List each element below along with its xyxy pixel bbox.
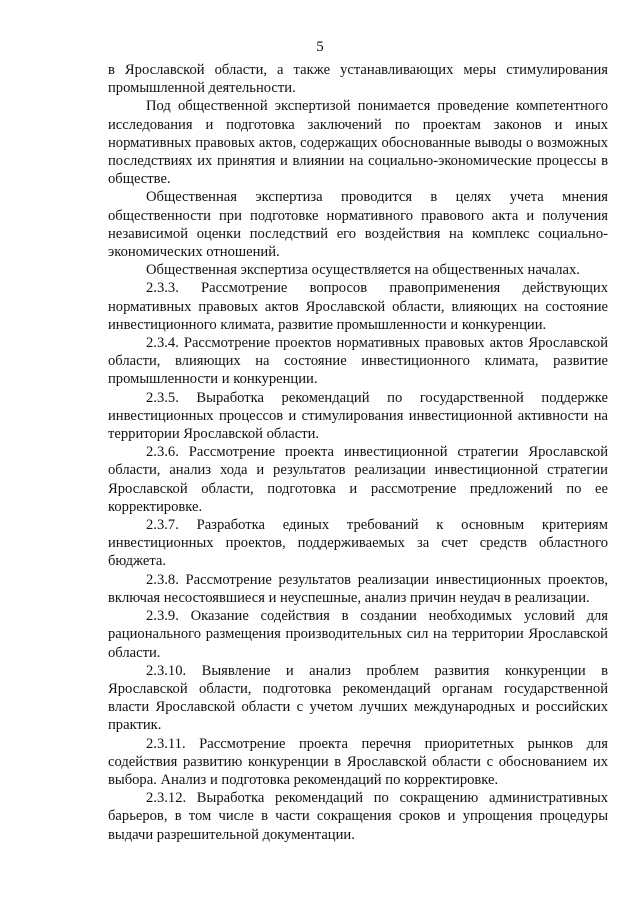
paragraph-expertise-purpose: Общественная экспертиза проводится в целях учета мнения общественности при подготовке нормативного правового акта и получения независимой оценки последствий его воздействия на комплекс социально-экономических отношений. (108, 189, 608, 261)
paragraph-2-3-11: 2.3.11. Рассмотрение проекта перечня приоритетных рынков для содействия развитию конкуренции в Ярославской области с обоснованием их выбора. Анализ и подготовка рекомендаций по корректировке. (108, 735, 608, 788)
paragraph-expertise-basis: Общественная экспертиза осуществляется на общественных началах. (146, 262, 580, 279)
paragraph-2-3-4: 2.3.4. Рассмотрение проектов нормативных правовых актов Ярославской области, влияющих на состояние инвестиционного климата, развитие промышленности и конкуренции. (108, 335, 608, 388)
paragraph-2-3-10: 2.3.10. Выявление и анализ проблем развития конкуренции в Ярославской области, подготовка рекомендаций органам государственной власти Ярославской области с учетом лучших международных и российских практик. (108, 662, 608, 734)
paragraph-2-3-6: 2.3.6. Рассмотрение проекта инвестиционной стратегии Ярославской области, анализ хода и результатов реализации инвестиционной стратегии Ярославской области, подготовка и рассмотрение предложений по ее корректировке. (108, 444, 608, 515)
paragraph-2-3-7: 2.3.7. Разработка единых требований к основным критериям инвестиционных проектов, поддерживаемых за счет средств областного бюджета. (108, 517, 608, 570)
paragraph-2-3-9: 2.3.9. Оказание содействия в создании необходимых условий для рационального размещения производительных сил на территории Ярославской области. (108, 608, 608, 661)
paragraph-expertise-definition: Под общественной экспертизой понимается проведение компетентного исследования и подготовка заключений по проектам законов и иных нормативных правовых актов, содержащих обоснованные выводы о возможных последствиях их принятия и влиянии на социально-экономические процессы в обществе. (108, 98, 608, 188)
document-body (108, 61, 608, 844)
paragraph-2-3-5: 2.3.5. Выработка рекомендаций по государственной поддержке инвестиционных процессов и стимулирования инвестиционной активности на территории Ярославской области. (108, 389, 608, 443)
paragraph-continuation: в Ярославской области, а также устанавливающих меры стимулирования промышленной деятельности. (108, 62, 608, 97)
paragraph-2-3-12: 2.3.12. Выработка рекомендаций по сокращению административных барьеров, в том числе в части сокращения сроков и упрощения процедуры выдачи разрешительной документации. (108, 790, 608, 843)
page-number: 5 (316, 39, 324, 55)
paragraph-2-3-3: 2.3.3. Рассмотрение вопросов правоприменения действующих нормативных правовых актов Ярославской области, влияющих на состояние инвестиционного климата, развитие промышленности и конкуренции. (108, 280, 608, 333)
paragraph-2-3-8: 2.3.8. Рассмотрение результатов реализации инвестиционных проектов, включая несостоявшиеся и неуспешные, анализ причин неудач в реализации. (108, 571, 608, 606)
